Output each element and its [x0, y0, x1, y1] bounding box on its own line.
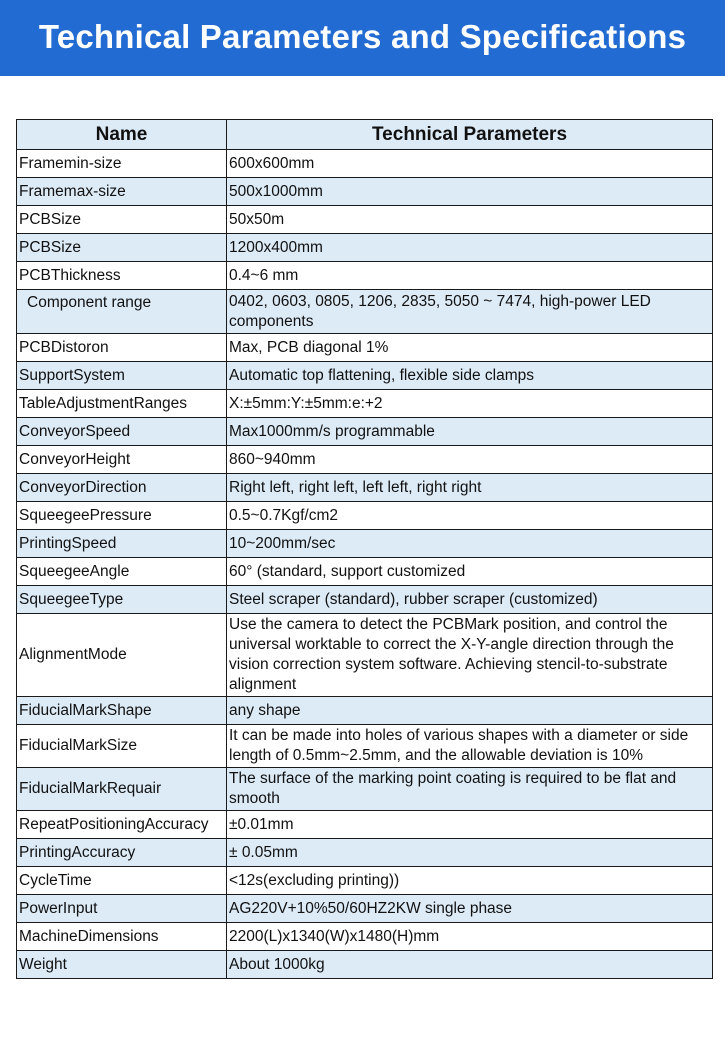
table-row [17, 362, 713, 390]
page-title: Technical Parameters and Specifications [38, 18, 687, 55]
table-row [17, 390, 713, 418]
table-body [17, 150, 713, 979]
row-value-cell: 10~200mm/sec [227, 530, 713, 558]
row-name-cell: FiducialMarkShape [17, 697, 227, 725]
table-row [17, 923, 713, 951]
table-row [17, 530, 713, 558]
row-name-cell: PCBSize [17, 234, 227, 262]
row-value-cell: 2200(L)x1340(W)x1480(H)mm [227, 923, 713, 951]
row-value-cell: Steel scraper (standard), rubber scraper (customized) [227, 586, 713, 614]
row-name-cell: Weight [17, 951, 227, 979]
table-row [17, 558, 713, 586]
row-value-cell: AG220V+10%50/60HZ2KW single phase [227, 895, 713, 923]
table-row [17, 446, 713, 474]
table-row [17, 839, 713, 867]
row-name-cell: SqueegeeAngle [17, 558, 227, 586]
row-value-cell: 50x50m [227, 206, 713, 234]
table-row [17, 262, 713, 290]
row-value-cell: 0.5~0.7Kgf/cm2 [227, 502, 713, 530]
row-value-cell: 0402, 0603, 0805, 1206, 2835, 5050 ~ 7474, high-power LED components [227, 290, 713, 334]
row-value-cell: any shape [227, 697, 713, 725]
table-row [17, 586, 713, 614]
table-row [17, 697, 713, 725]
row-name-cell: TableAdjustmentRanges [17, 390, 227, 418]
table-row [17, 867, 713, 895]
row-value-cell: Max, PCB diagonal 1% [227, 334, 713, 362]
row-name-cell: PCBSize [17, 206, 227, 234]
table-row [17, 895, 713, 923]
row-value-cell: ±0.01mm [227, 811, 713, 839]
row-value-cell: It can be made into holes of various shapes with a diameter or side length of 0.5mm~2.5mm, and the allowable deviation is 10% [227, 725, 713, 768]
table-row [17, 768, 713, 811]
row-name-cell: ConveyorDirection [17, 474, 227, 502]
row-name-cell: Framemax-size [17, 178, 227, 206]
column-header-name: Name [17, 120, 227, 150]
table-row [17, 474, 713, 502]
table-row [17, 234, 713, 262]
table-row [17, 178, 713, 206]
table-row [17, 290, 713, 334]
spec-table [16, 119, 713, 979]
row-name-cell: PrintingSpeed [17, 530, 227, 558]
row-name-cell: ConveyorHeight [17, 446, 227, 474]
row-value-cell: 500x1000mm [227, 178, 713, 206]
row-name-cell: SqueegeePressure [17, 502, 227, 530]
row-value-cell: X:±5mm:Y:±5mm:e:+2 [227, 390, 713, 418]
table-row [17, 502, 713, 530]
table-row [17, 811, 713, 839]
row-name-cell: CycleTime [17, 867, 227, 895]
table-row [17, 951, 713, 979]
row-name-cell: PCBThickness [17, 262, 227, 290]
row-value-cell: About 1000kg [227, 951, 713, 979]
column-header-parameters: Technical Parameters [227, 120, 713, 150]
row-name-cell: ConveyorSpeed [17, 418, 227, 446]
row-name-cell: FiducialMarkSize [17, 725, 227, 768]
row-value-cell: 0.4~6 mm [227, 262, 713, 290]
row-value-cell: ± 0.05mm [227, 839, 713, 867]
row-value-cell: Max1000mm/s programmable [227, 418, 713, 446]
table-header-row [17, 120, 713, 150]
row-name-cell: SupportSystem [17, 362, 227, 390]
row-name-cell: PCBDistoron [17, 334, 227, 362]
row-name-cell: FiducialMarkRequair [17, 768, 227, 811]
table-row [17, 725, 713, 768]
row-name-cell: Framemin-size [17, 150, 227, 178]
table-row [17, 150, 713, 178]
row-value-cell: Automatic top flattening, flexible side clamps [227, 362, 713, 390]
table-row [17, 614, 713, 697]
row-value-cell: Use the camera to detect the PCBMark position, and control the universal worktable to correct the X-Y-angle direction through the vision correction system software. Achieving stencil-to-substrate alignment [227, 614, 713, 697]
row-value-cell: Right left, right left, left left, right right [227, 474, 713, 502]
row-value-cell: 600x600mm [227, 150, 713, 178]
table-row [17, 418, 713, 446]
row-value-cell: The surface of the marking point coating is required to be flat and smooth [227, 768, 713, 811]
row-value-cell: 60° (standard, support customized [227, 558, 713, 586]
row-name-cell: Component range [17, 290, 227, 334]
row-name-cell: PrintingAccuracy [17, 839, 227, 867]
row-name-cell: SqueegeeType [17, 586, 227, 614]
table-row [17, 206, 713, 234]
title-banner [0, 0, 725, 76]
row-value-cell: 860~940mm [227, 446, 713, 474]
row-value-cell: <12s(excluding printing)) [227, 867, 713, 895]
row-value-cell: 1200x400mm [227, 234, 713, 262]
row-name-cell: MachineDimensions [17, 923, 227, 951]
row-name-cell: AlignmentMode [17, 614, 227, 697]
row-name-cell: PowerInput [17, 895, 227, 923]
row-name-cell: RepeatPositioningAccuracy [17, 811, 227, 839]
table-row [17, 334, 713, 362]
